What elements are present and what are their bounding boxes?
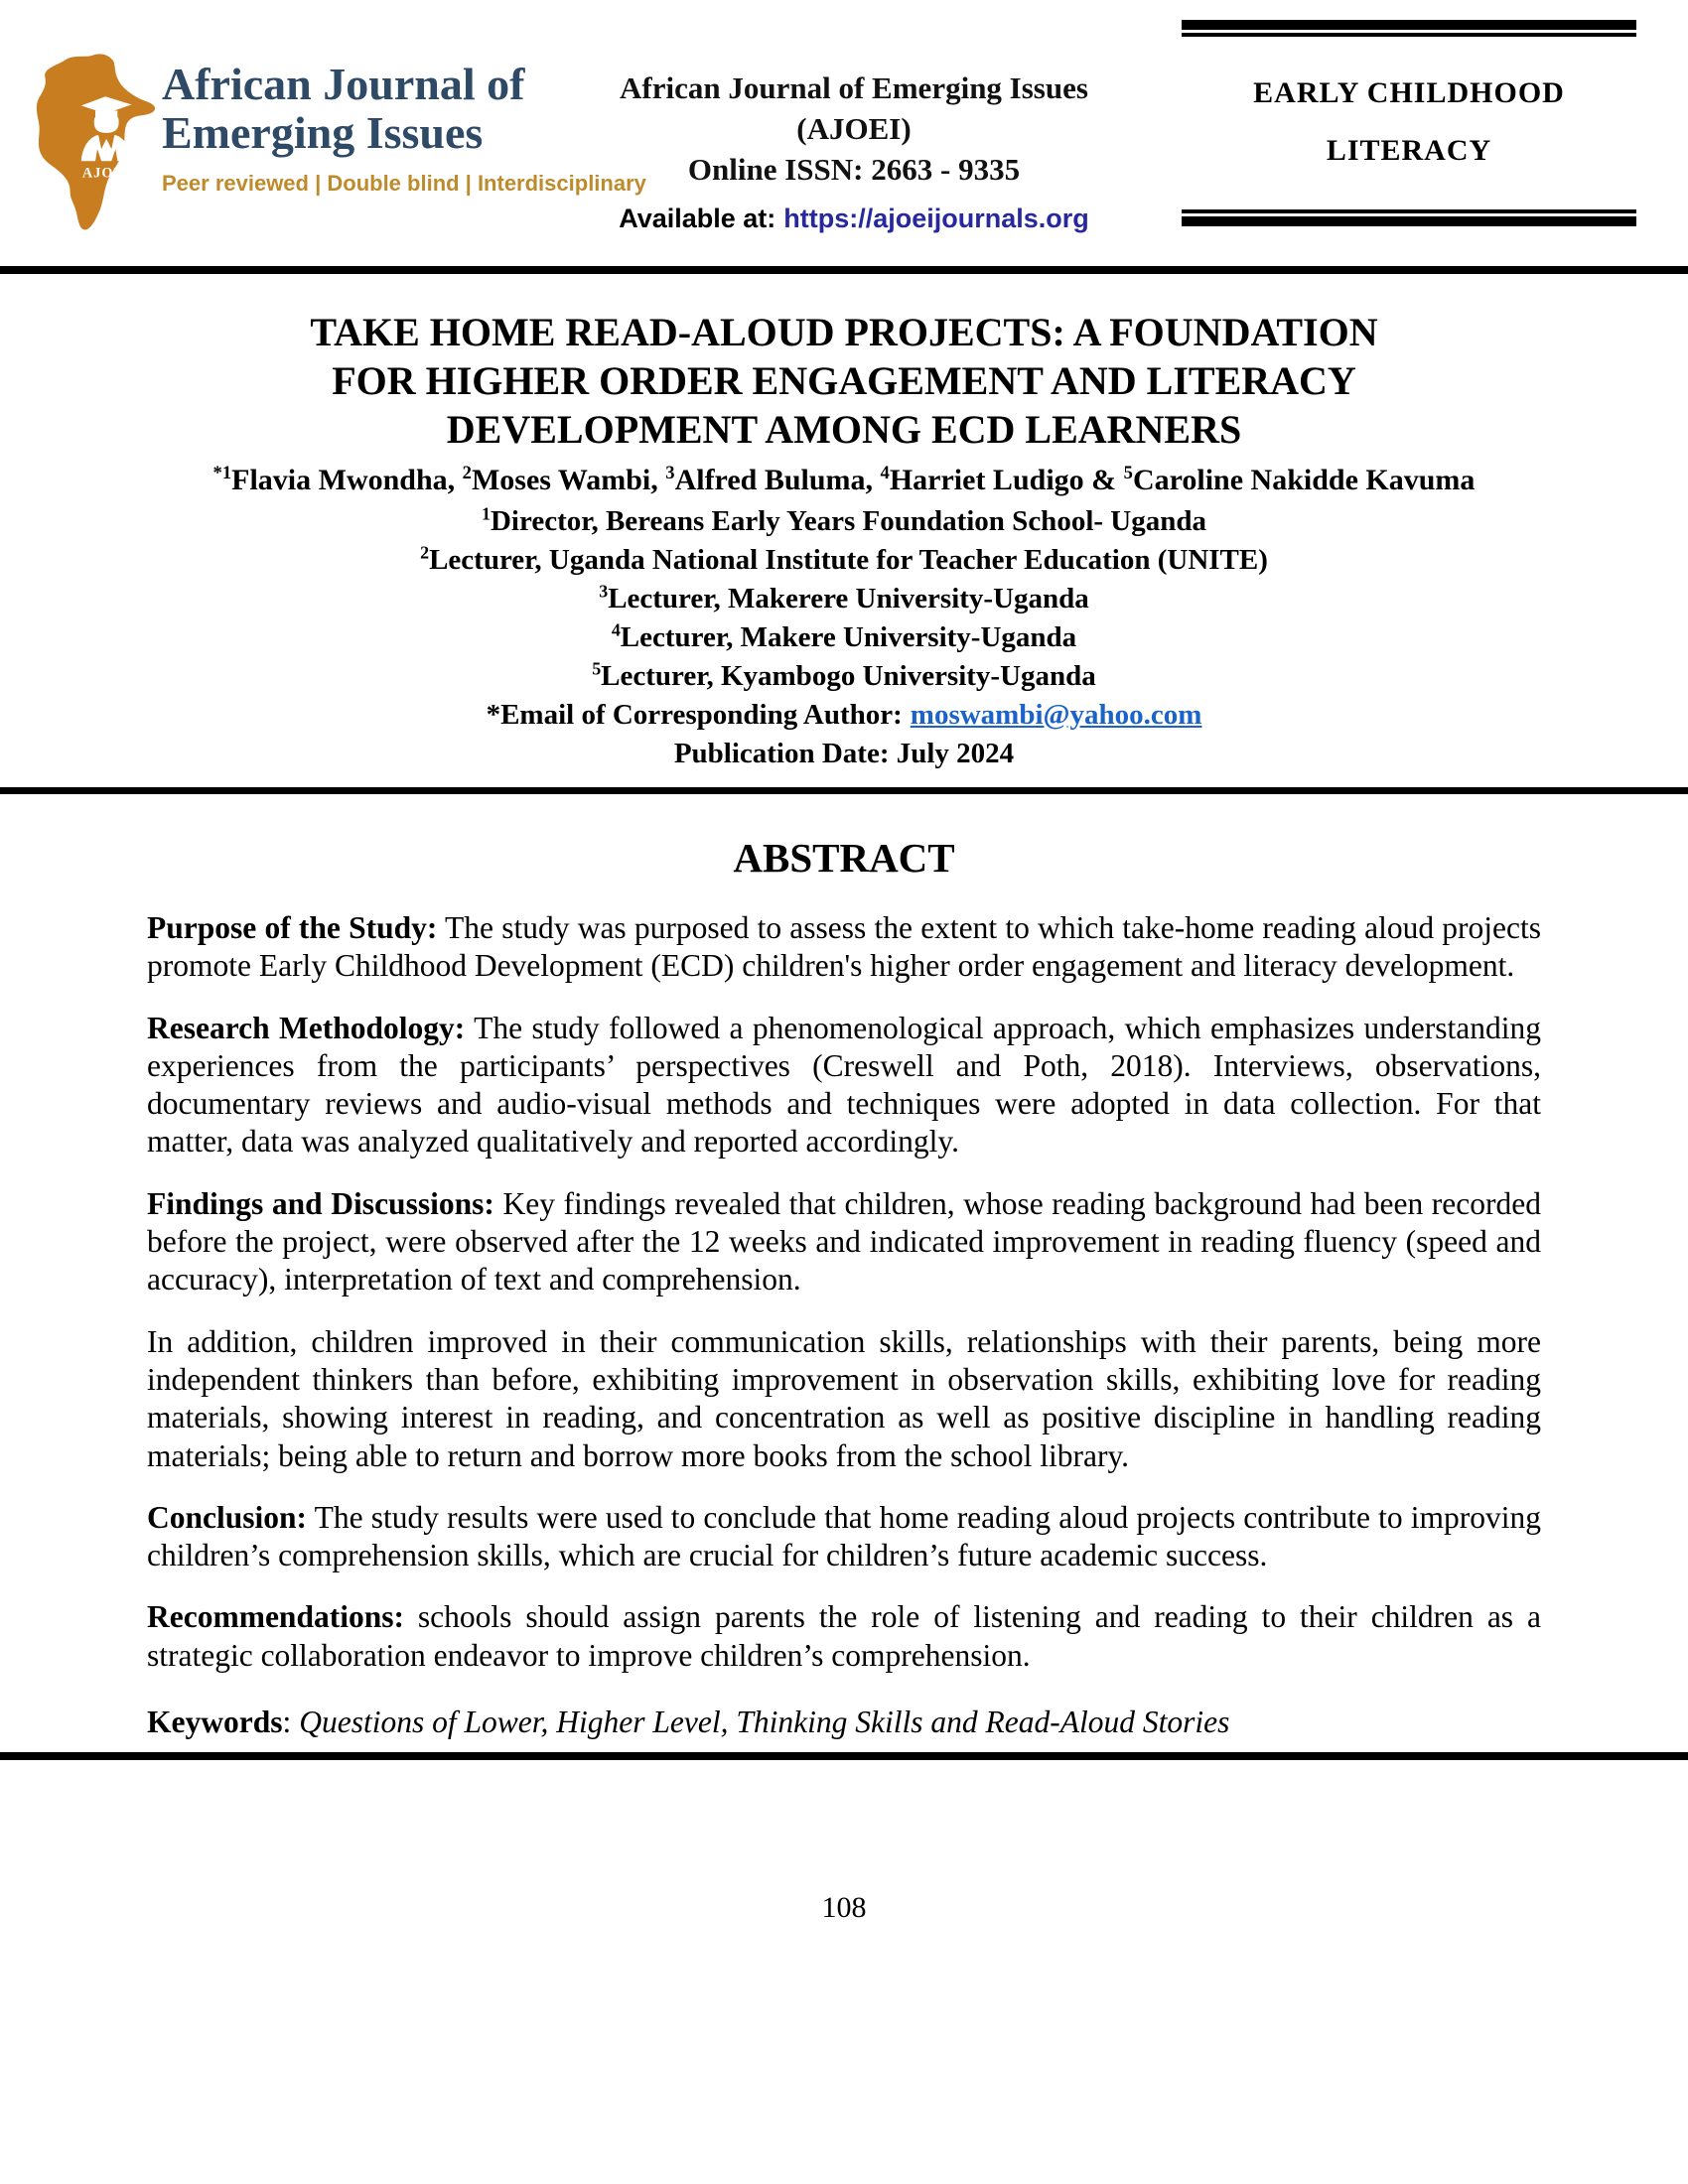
journal-name: African Journal of Emerging Issues [620, 70, 1088, 105]
author-superscript: 2 [462, 463, 472, 483]
affiliation-line: $^5$Lecturer, Kyambogo University-Uganda [592, 658, 1096, 692]
available-at-label: Available at: [619, 204, 776, 233]
page-number: 108 [821, 1891, 867, 1925]
page-footer [0, 1891, 1688, 1925]
issue-theme-line2: LITERACY [1326, 134, 1492, 167]
affiliation-line: $^2$Lecturer, Uganda National Institute for Teacher Education (UNITE) [420, 542, 1268, 576]
title-line: FOR HIGHER ORDER ENGAGEMENT AND LITERACY [332, 358, 1356, 403]
divider [1182, 216, 1636, 226]
issue-theme-box [1182, 20, 1636, 226]
title-line: TAKE HOME READ-ALOUD PROJECTS: A FOUNDATION [310, 310, 1378, 354]
author-name: Alfred Buluma, [674, 464, 881, 496]
authors-line [0, 459, 1688, 502]
journal-abbreviation: (AJOEI) [796, 111, 912, 146]
keywords-text: Questions of Lower, Higher Level, Thinking Skills and Read-Aloud Stories [299, 1705, 1230, 1740]
author-superscript: 5 [1123, 463, 1133, 483]
logo-tagline: Peer reviewed | Double blind | Interdisciplinary [162, 171, 646, 196]
abstract-paragraph-in-addition: In addition, children improved in their communication skills, relationships with their parents, being more independent thinkers than before, exhibiting improvement in observation skills, exhibiting love for reading materials, showing interest in reading, and concentration as well as positive discipline in handling reading materials; being able to return and borrow more books from the school library. [147, 1323, 1541, 1473]
affiliation-line: $^4$Lecturer, Makere University-Uganda [611, 619, 1077, 653]
article-title [0, 308, 1688, 454]
page-header [0, 0, 1688, 266]
corresponding-email-link[interactable]: moswambi@yahoo.com [910, 699, 1202, 731]
abstract-paragraph-findings: Findings and Discussions: Key findings revealed that children, whose reading background had been recorded before the project, were observed after the 12 weeks and indicated improvement in reading fluency (speed and accuracy), interpretation of text and comprehension. [147, 1185, 1541, 1297]
author-name: Caroline Nakidde Kavuma [1132, 464, 1476, 496]
affiliation-line: $^1$Director, Bereans Early Years Foundation School- Uganda [482, 503, 1206, 537]
africa-map-icon [35, 52, 156, 234]
corresponding-email-line [0, 696, 1688, 735]
journal-url-link[interactable]: https://ajoeijournals.org [783, 204, 1089, 233]
journal-issn: Online ISSN: 2663 - 9335 [687, 152, 1021, 187]
affiliation-line: $^3$Lecturer, Makerere University-Uganda [599, 581, 1089, 614]
author-superscript: 3 [665, 463, 675, 483]
logo-title-line2: Emerging Issues [162, 107, 484, 158]
abstract-paragraph-recommendations: Recommendations: schools should assign parents the role of listening and reading to their children as a strategic collaboration endeavor to improve children’s comprehension. [147, 1599, 1541, 1673]
abstract-paragraph-purpose: Purpose of the Study: The study was purposed to assess the extent to which take-home reading aloud projects promote Early Childhood Development (ECD) children's higher order engagement and literacy development. [147, 910, 1542, 984]
keywords-line: Keywords: Questions of Lower, Higher Level, Thinking Skills and Read-Aloud Stories [147, 1705, 1230, 1740]
abstract-body [0, 909, 1688, 1740]
issue-theme-line1: EARLY CHILDHOOD [1253, 76, 1565, 109]
title-line: DEVELOPMENT AMONG ECD LEARNERS [446, 407, 1242, 452]
journal-info-block [561, 68, 1147, 234]
header-divider [0, 266, 1688, 274]
author-name: Moses Wambi, [471, 464, 666, 496]
logo-title-line1: African Journal of [162, 59, 525, 109]
journal-logo [35, 52, 646, 234]
author-name: Harriet Ludigo & [889, 464, 1124, 496]
logo-map-label: AJOEI [81, 165, 131, 182]
footer-divider [0, 1752, 1688, 1760]
divider [1182, 20, 1636, 30]
abstract-paragraph-conclusion: Conclusion: The study results were used to conclude that home reading aloud projects contribute to improving children’s comprehension skills, which are crucial for children’s future academic success. [147, 1499, 1541, 1573]
publication-date: Publication Date: July 2024 [673, 738, 1015, 769]
abstract-heading: ABSTRACT [733, 835, 955, 881]
keywords-label: Keywords [147, 1705, 283, 1740]
author-superscript: 4 [880, 463, 890, 483]
author-name: Flavia Mwondha, [231, 464, 463, 496]
title-section-divider [0, 787, 1688, 794]
abstract-paragraph-methodology: Research Methodology: The study followed a phenomenological approach, which emphasizes understanding experiences from the participants’ perspectives (Creswell and Poth, 2018). Interviews, observations, documentary reviews and audio-visual methods and techniques were adopted in data collection. For that matter, data was analyzed qualitatively and reported accordingly. [147, 1010, 1542, 1160]
author-superscript: *1 [212, 463, 232, 483]
affiliations-block [0, 502, 1688, 773]
email-label: *Email of Corresponding Author: [486, 699, 903, 731]
divider [1182, 209, 1636, 213]
